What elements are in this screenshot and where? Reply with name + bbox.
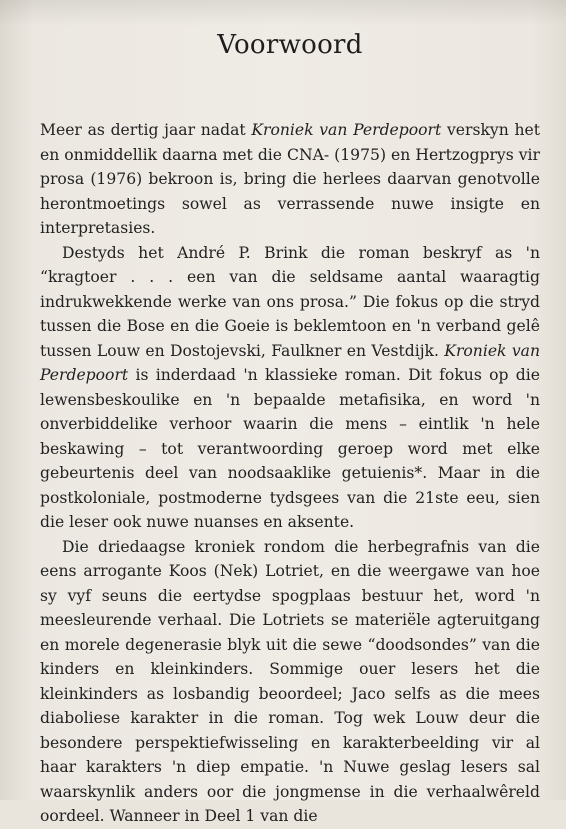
paragraph-segment: is inderdaad 'n klassieke roman. Dit fokus op die lewensbeskoulike en 'n bepaalde metafisika, en word 'n onverbiddelike verhoor waarin die mens – eintlik 'n hele beskawing – tot verantwoording geroep word met elke gebeurtenis deel van noodsaaklike getuienis*. Maar in die postkoloniale, postmoderne tydsgees van die 21ste eeu, sien die leser ook nuwe nuanses en aksente. [40,366,540,531]
page-top-shadow [0,0,566,26]
book-title: Kroniek van Perdepoort [40,341,540,384]
paragraph [40,241,540,535]
paragraph-segment: Die driedaagse kroniek rondom die herbegrafnis van die eens arrogante Koos (Nek) Lotriet, en die weergawe van hoe sy vyf seuns die eertydse spogplaas bestuur het, word 'n meesleurende verhaal. Die Lotriets se materiële agteruitgang en morele degenerasie blyk uit die sewe “doodsondes” van die kinders en kleinkinders. Sommige ouer lesers het die kleinkinders as losbandig beoordeel; Jaco selfs as die mees diaboliese karakter in die roman. Tog wek Louw deur die besondere perspektiefwisseling en karakterbeelding vir al haar karakters 'n diep empatie. 'n Nuwe geslag lesers sal waarskynlik anders oor die jongmense in die verhaalwêreld oordeel. Wanneer in Deel 1 van die [40,537,540,825]
page-title: Voorwoord [217,30,363,60]
paragraph-list [40,118,540,829]
paragraph-segment: verskyn het en onmiddellik daarna met die CNA- (1975) en Hertzogprys vir prosa (1976) bekroon is, bring die herlees daarvan genotvolle herontmoetings sowel as verrassende nuwe insigte en interpretasies. [40,121,540,237]
paragraph [40,118,540,241]
page-content [40,30,540,829]
paragraph-segment: Meer as dertig jaar nadat [40,121,252,139]
paragraph-segment: Destyds het André P. Brink die roman beskryf as 'n “kragtoer . . . een van die seldsame aantal waaragtig indrukwekkende werke van ons prosa.” Die fokus op die stryd tussen die Bose en die Goeie is beklemtoon en 'n verband gelê tussen Louw en Dostojevski, Faulkner en Vestdijk. [40,243,540,360]
paragraph [40,535,540,829]
book-title: Kroniek van Perdepoort [251,121,442,139]
